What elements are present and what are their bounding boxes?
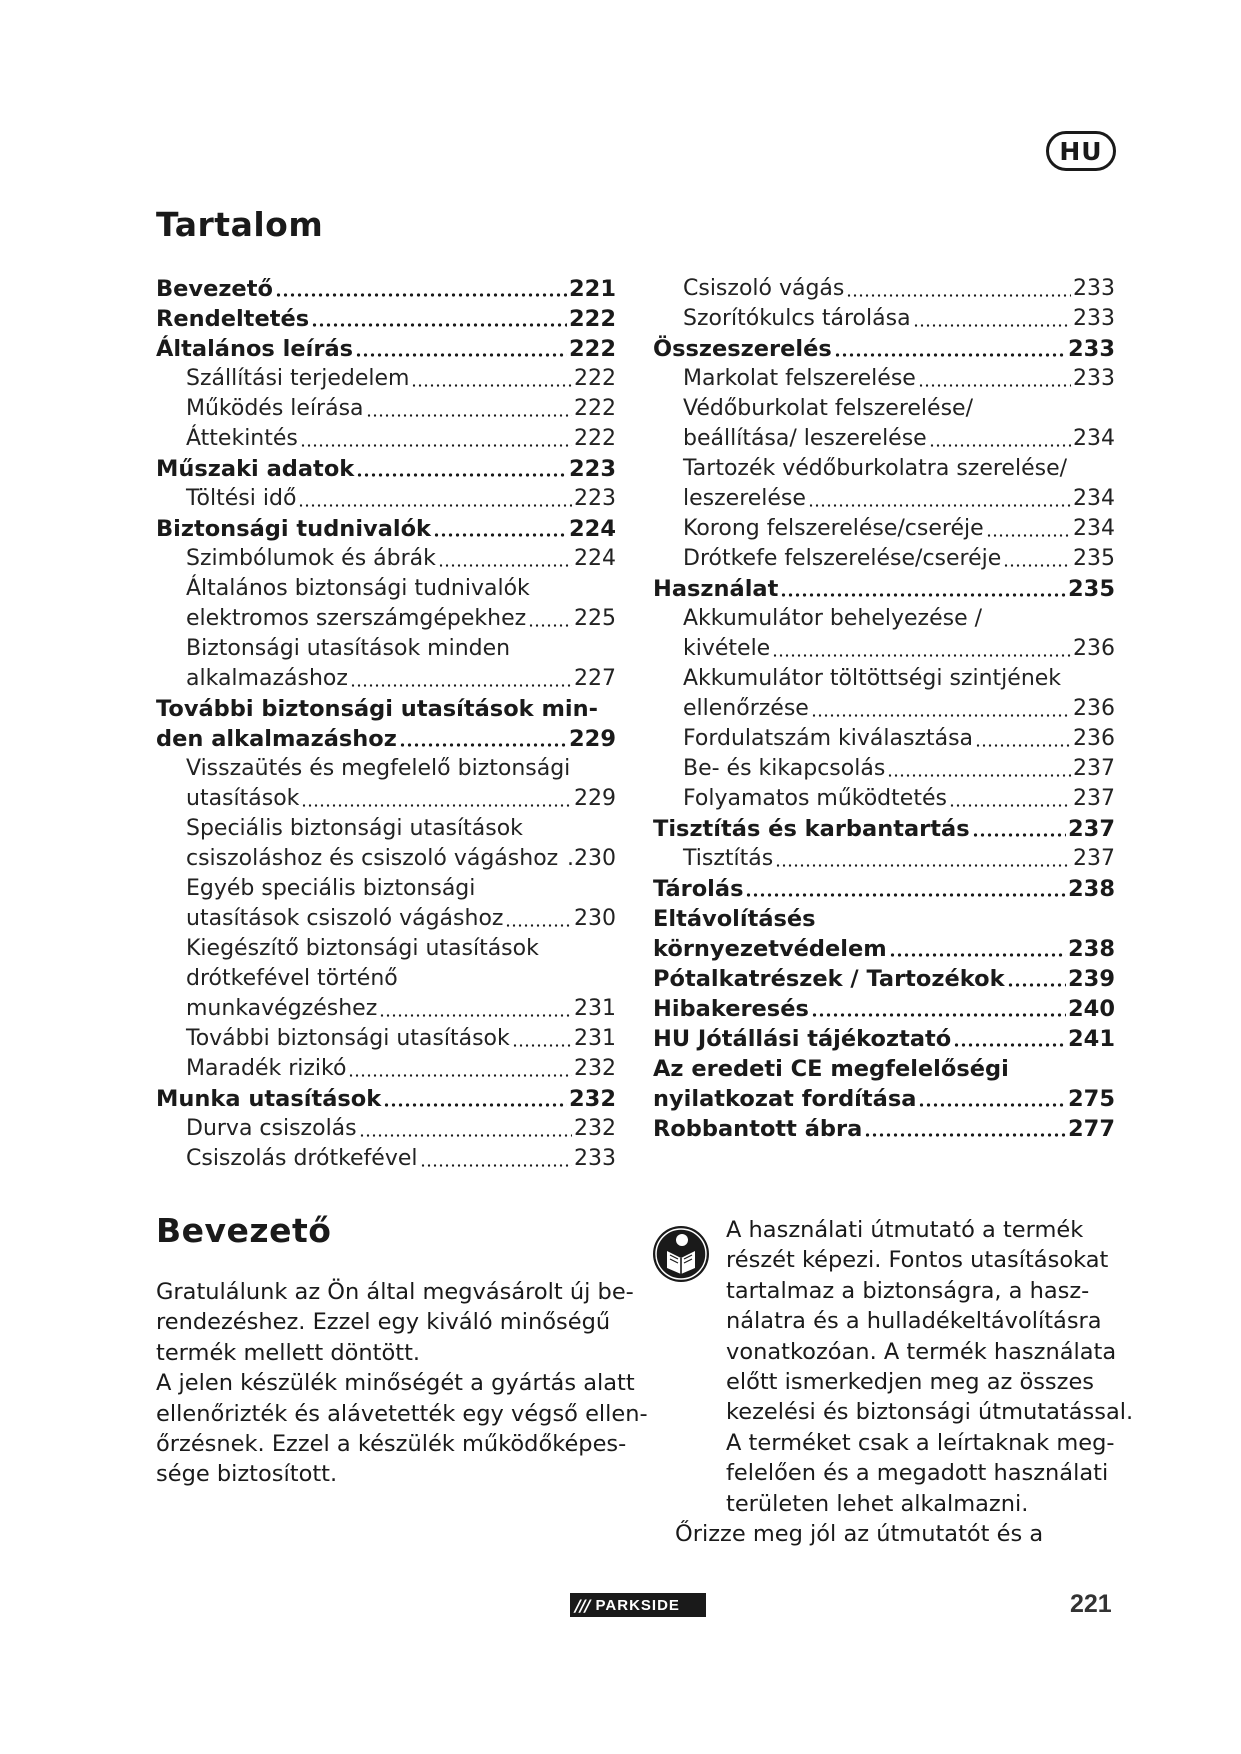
toc-entry-title: Általános biztonsági tudnivalók (186, 576, 530, 601)
toc-entry-title: További biztonsági utasítások (186, 1026, 510, 1051)
toc-page-number: 234 (1073, 516, 1115, 541)
toc-entry-title: kivétele (683, 636, 771, 661)
toc-entry (653, 484, 1115, 514)
toc-entry-title: Markolat felszerelése (683, 366, 916, 391)
text-line: kezelési és biztonsági útmutatással. (726, 1399, 1134, 1426)
toc-entry (653, 454, 1115, 484)
toc-entry-title: drótkefével történő (186, 966, 398, 991)
toc-page-number: 237 (1068, 816, 1115, 842)
toc-page-number: 225 (574, 606, 616, 631)
page-number: 221 (1070, 1590, 1112, 1618)
toc-dot-leader (350, 684, 572, 687)
toc-entry-title: csiszoláshoz és csiszoló vágáshoz (186, 846, 559, 871)
toc-dot-leader (811, 714, 1071, 717)
toc-entry-title: Biztonsági tudnivalók (156, 516, 432, 542)
text-line: termék mellett döntött. (156, 1339, 421, 1366)
text-line: rendezéshez. Ezzel egy kiváló minőségű (156, 1309, 611, 1336)
toc-entry (156, 874, 616, 904)
toc-entry-title: Akkumulátor behelyezése / (683, 606, 983, 631)
toc-page-number: 232 (569, 1086, 616, 1112)
read-manual-icon (651, 1224, 711, 1284)
toc-page-number: 233 (1068, 336, 1115, 362)
toc-page-number: 230 (574, 906, 616, 931)
toc-entry-title: Rendeltetés (156, 306, 310, 332)
toc-dot-leader (356, 473, 567, 477)
toc-dot-leader (834, 353, 1066, 357)
language-badge: HU (1046, 131, 1116, 171)
toc-page-number: 235 (1073, 546, 1115, 571)
toc-dot-leader (972, 833, 1066, 837)
toc-entry-title: További biztonsági utasítások min- (156, 696, 598, 722)
toc-entry-title: Csiszolás drótkefével (186, 1146, 418, 1171)
toc-entry-title: beállítása/ leszerelése (683, 426, 927, 451)
toc-entry-title: Korong felszerelése/cseréje (683, 516, 984, 541)
text-line: előtt ismerkedjen meg az összes (726, 1369, 1095, 1396)
toc-entry-title: Az eredeti CE megfelelőségi (653, 1056, 1009, 1082)
intro-title: Bevezető (156, 1211, 332, 1250)
toc-entry (653, 664, 1115, 694)
toc-entry-title: Védőburkolat felszerelése/ (683, 396, 973, 421)
note-trailing-line: Őrizze meg jól az útmutatót és a (675, 1521, 1044, 1547)
toc-page-number: 232 (574, 1056, 616, 1081)
logo-brand: PARKSIDE (595, 1596, 680, 1614)
toc-dot-leader (512, 1044, 572, 1047)
toc-entry (653, 544, 1115, 574)
toc-entry-title: Folyamatos működtetés (683, 786, 947, 811)
toc-entry-title: ellenőrzése (683, 696, 809, 721)
toc-entry (156, 364, 616, 394)
toc-entry-title: elektromos szerszámgépekhez (186, 606, 527, 631)
toc-entry (653, 424, 1115, 454)
toc-page-number: 233 (1073, 276, 1115, 301)
toc-page-number: 224 (574, 546, 616, 571)
toc-entry (653, 304, 1115, 334)
toc-entry-title: Működés leírása (186, 396, 364, 421)
intro-paragraph (156, 1277, 648, 1490)
toc-dot-leader (887, 774, 1071, 777)
toc-dot-leader (348, 1074, 572, 1077)
toc-page-number: .230 (567, 846, 616, 871)
toc-entry-title: Drótkefe felszerelése/cseréje (683, 546, 1002, 571)
toc-entry (653, 784, 1115, 814)
toc-dot-leader (359, 1134, 572, 1137)
toc-entry (156, 844, 616, 874)
toc-entry-title: Biztonsági utasítások minden (186, 636, 511, 661)
toc-entry-title: Tartozék védőburkolatra szerelése/ (683, 456, 1068, 481)
toc-entry-title: Szimbólumok és ábrák (186, 546, 436, 571)
toc-page-number: 234 (1073, 486, 1115, 511)
toc-page-number: 238 (1068, 876, 1115, 902)
toc-entry (156, 514, 616, 544)
toc-entry-title: Eltávolításés (653, 906, 816, 932)
toc-entry (156, 814, 616, 844)
toc-entry (653, 1054, 1115, 1084)
toc-page-number: 233 (1073, 366, 1115, 391)
text-line: A jelen készülék minőségét a gyártás alatt (156, 1370, 635, 1397)
toc-page-number: 275 (1068, 1086, 1115, 1112)
toc-page-number: 222 (569, 336, 616, 362)
toc-entry (653, 964, 1115, 994)
toc-entry-title: Műszaki adatok (156, 456, 355, 482)
toc-dot-leader (780, 593, 1066, 597)
toc-entry-title: Bevezető (156, 276, 273, 302)
toc-right-column (653, 274, 1115, 1144)
toc-entry-title: den alkalmazáshoz (156, 726, 397, 752)
text-line: tartalmaz a biztonságra, a hasz- (726, 1277, 1090, 1304)
toc-dot-leader (438, 564, 572, 567)
toc-entry (653, 754, 1115, 784)
text-line: felelően és a megadott használati (726, 1460, 1109, 1487)
toc-entry-title: munkavégzéshez (186, 996, 378, 1021)
toc-dot-leader (913, 324, 1071, 327)
toc-entry (156, 994, 616, 1024)
toc-dot-leader (298, 504, 572, 507)
toc-dot-leader (918, 1103, 1066, 1107)
toc-entry (653, 334, 1115, 364)
text-line: részét képezi. Fontos utasításokat (726, 1247, 1109, 1274)
text-line: A terméket csak a leírtaknak meg- (726, 1429, 1115, 1456)
toc-entry (156, 1084, 616, 1114)
toc-entry (653, 634, 1115, 664)
toc-page-number: 277 (1068, 1116, 1115, 1142)
toc-dot-leader (949, 804, 1071, 807)
toc-page-number: 232 (574, 1116, 616, 1141)
toc-entry-title: utasítások csiszoló vágáshoz (186, 906, 504, 931)
toc-dot-leader (772, 654, 1071, 657)
toc-dot-leader (433, 533, 567, 537)
toc-dot-leader (745, 893, 1066, 897)
toc-dot-leader (864, 1133, 1066, 1137)
toc-entry (653, 814, 1115, 844)
toc-entry-title: Töltési idő (186, 486, 297, 511)
toc-entry-title: leszerelése (683, 486, 806, 511)
toc-entry (156, 1024, 616, 1054)
toc-entry (156, 964, 616, 994)
toc-entry (156, 604, 616, 634)
toc-page-number: 231 (574, 1026, 616, 1051)
toc-entry-title: környezetvédelem (653, 936, 887, 962)
toc-dot-leader (986, 534, 1071, 537)
toc-page-number: 229 (569, 726, 616, 752)
toc-entry (156, 754, 616, 784)
toc-entry-title: Be- és kikapcsolás (683, 756, 886, 781)
toc-entry (653, 1114, 1115, 1144)
toc-page-number: 236 (1073, 636, 1115, 661)
toc-entry (156, 1144, 616, 1174)
toc-entry-title: Tárolás (653, 876, 744, 902)
toc-dot-leader (420, 1164, 572, 1167)
toc-entry-title: Áttekintés (186, 426, 298, 451)
toc-dot-leader (1003, 564, 1071, 567)
toc-dot-leader (366, 414, 572, 417)
toc-entry-title: Általános leírás (156, 336, 354, 362)
toc-entry (653, 934, 1115, 964)
toc-dot-leader (301, 804, 572, 807)
toc-dot-leader (300, 444, 572, 447)
toc-entry-title: Szorítókulcs tárolása (683, 306, 911, 331)
toc-dot-leader (355, 353, 567, 357)
toc-entry (156, 274, 616, 304)
text-line: őrzésnek. Ezzel a készülék működőképes- (156, 1431, 627, 1458)
toc-entry (156, 934, 616, 964)
toc-entry-title: Kiegészítő biztonsági utasítások (186, 936, 539, 961)
toc-entry (156, 1114, 616, 1144)
toc-entry-title: Hibakeresés (653, 996, 809, 1022)
toc-entry (653, 844, 1115, 874)
toc-entry-title: Fordulatszám kiválasztása (683, 726, 974, 751)
toc-entry (156, 724, 616, 754)
text-line: sége biztosított. (156, 1461, 338, 1488)
toc-entry (653, 994, 1115, 1024)
toc-page-number: 239 (1068, 966, 1115, 992)
toc-page-number: 222 (574, 366, 616, 391)
toc-entry-title: HU Jótállási tájékoztató (653, 1026, 952, 1052)
toc-page-number: 223 (569, 456, 616, 482)
toc-page-number: 229 (574, 786, 616, 811)
toc-page-number: 235 (1068, 576, 1115, 602)
toc-entry-title: nyilatkozat fordítása (653, 1086, 917, 1112)
toc-page-number: 227 (574, 666, 616, 691)
toc-entry (156, 484, 616, 514)
toc-page-number: 237 (1073, 846, 1115, 871)
toc-entry-title: utasítások (186, 786, 300, 811)
toc-page-number: 221 (569, 276, 616, 302)
toc-page-number: 223 (574, 486, 616, 511)
toc-page-number: 240 (1068, 996, 1115, 1022)
toc-dot-leader (505, 924, 572, 927)
toc-entry-title: Durva csiszolás (186, 1116, 357, 1141)
toc-entry (156, 304, 616, 334)
toc-entry (156, 544, 616, 574)
toc-entry (156, 1054, 616, 1084)
toc-entry (156, 424, 616, 454)
toc-dot-leader (399, 743, 567, 747)
toc-entry-title: Tisztítás és karbantartás (653, 816, 970, 842)
text-line: nálatra és a hulladékeltávolításra (726, 1308, 1102, 1335)
logo-stripes: /// (575, 1595, 590, 1615)
toc-entry (653, 694, 1115, 724)
toc-page-number: 234 (1073, 426, 1115, 451)
toc-dot-leader (808, 504, 1071, 507)
toc-entry-title: Csiszoló vágás (683, 276, 845, 301)
toc-entry (653, 904, 1115, 934)
toc-title: Tartalom (156, 205, 324, 244)
toc-entry (653, 1024, 1115, 1054)
toc-dot-leader (953, 1043, 1066, 1047)
toc-page-number: 224 (569, 516, 616, 542)
toc-entry (653, 274, 1115, 304)
toc-dot-leader (1007, 983, 1067, 987)
toc-dot-leader (383, 1103, 567, 1107)
toc-entry-title: Összeszerelés (653, 336, 832, 362)
toc-entry (156, 664, 616, 694)
toc-left-column (156, 274, 616, 1174)
toc-dot-leader (411, 384, 572, 387)
toc-entry (156, 574, 616, 604)
toc-entry (156, 694, 616, 724)
toc-entry-title: Pótalkatrészek / Tartozékok (653, 966, 1005, 992)
text-line: területen lehet alkalmazni. (726, 1490, 1029, 1517)
text-line: Gratulálunk az Ön által megvásárolt új be- (156, 1279, 634, 1305)
toc-entry (156, 784, 616, 814)
toc-entry (653, 724, 1115, 754)
toc-dot-leader (528, 624, 572, 627)
toc-entry-title: Robbantott ábra (653, 1116, 863, 1142)
toc-dot-leader (311, 323, 567, 327)
toc-entry-title: Egyéb speciális biztonsági (186, 876, 476, 901)
toc-dot-leader (775, 864, 1071, 867)
toc-dot-leader (929, 444, 1071, 447)
toc-page-number: 222 (569, 306, 616, 332)
toc-entry (156, 634, 616, 664)
toc-dot-leader (811, 1013, 1066, 1017)
toc-entry (156, 334, 616, 364)
toc-entry (653, 574, 1115, 604)
toc-entry (156, 904, 616, 934)
toc-entry (653, 874, 1115, 904)
toc-entry-title: Munka utasítások (156, 1086, 382, 1112)
toc-page-number: 233 (574, 1146, 616, 1171)
toc-page-number: 237 (1073, 786, 1115, 811)
toc-page-number: 236 (1073, 726, 1115, 751)
toc-page-number: 241 (1068, 1026, 1115, 1052)
toc-entry-title: Visszaütés és megfelelő biztonsági (186, 756, 571, 781)
text-line: vonatkozóan. A termék használata (726, 1338, 1117, 1365)
toc-entry-title: Speciális biztonsági utasítások (186, 816, 523, 841)
toc-page-number: 237 (1073, 756, 1115, 781)
toc-page-number: 222 (574, 426, 616, 451)
toc-entry (156, 394, 616, 424)
parkside-logo (570, 1593, 706, 1617)
toc-dot-leader (846, 294, 1071, 297)
text-line: A használati útmutató a termék (726, 1217, 1084, 1243)
toc-page-number: 222 (574, 396, 616, 421)
text-line: ellenőrizték és alávetették egy végső ellen- (156, 1400, 648, 1427)
toc-entry-title: alkalmazáshoz (186, 666, 348, 691)
toc-page-number: 233 (1073, 306, 1115, 331)
toc-dot-leader (275, 293, 567, 297)
toc-entry (653, 364, 1115, 394)
toc-entry-title: Tisztítás (683, 846, 774, 871)
toc-entry (156, 454, 616, 484)
toc-dot-leader (889, 953, 1066, 957)
toc-entry (653, 1084, 1115, 1114)
toc-entry-title: Maradék rizikó (186, 1056, 347, 1081)
toc-entry (653, 394, 1115, 424)
toc-page-number: 231 (574, 996, 616, 1021)
toc-dot-leader (975, 744, 1071, 747)
toc-dot-leader (379, 1014, 572, 1017)
toc-entry-title: Akkumulátor töltöttségi szintjének (683, 666, 1062, 691)
note-paragraph (726, 1215, 1133, 1519)
toc-dot-leader (918, 384, 1071, 387)
toc-entry-title: Használat (653, 576, 779, 602)
toc-entry (653, 604, 1115, 634)
toc-page-number: 236 (1073, 696, 1115, 721)
toc-page-number: 238 (1068, 936, 1115, 962)
toc-entry (653, 514, 1115, 544)
toc-entry-title: Szállítási terjedelem (186, 366, 410, 391)
